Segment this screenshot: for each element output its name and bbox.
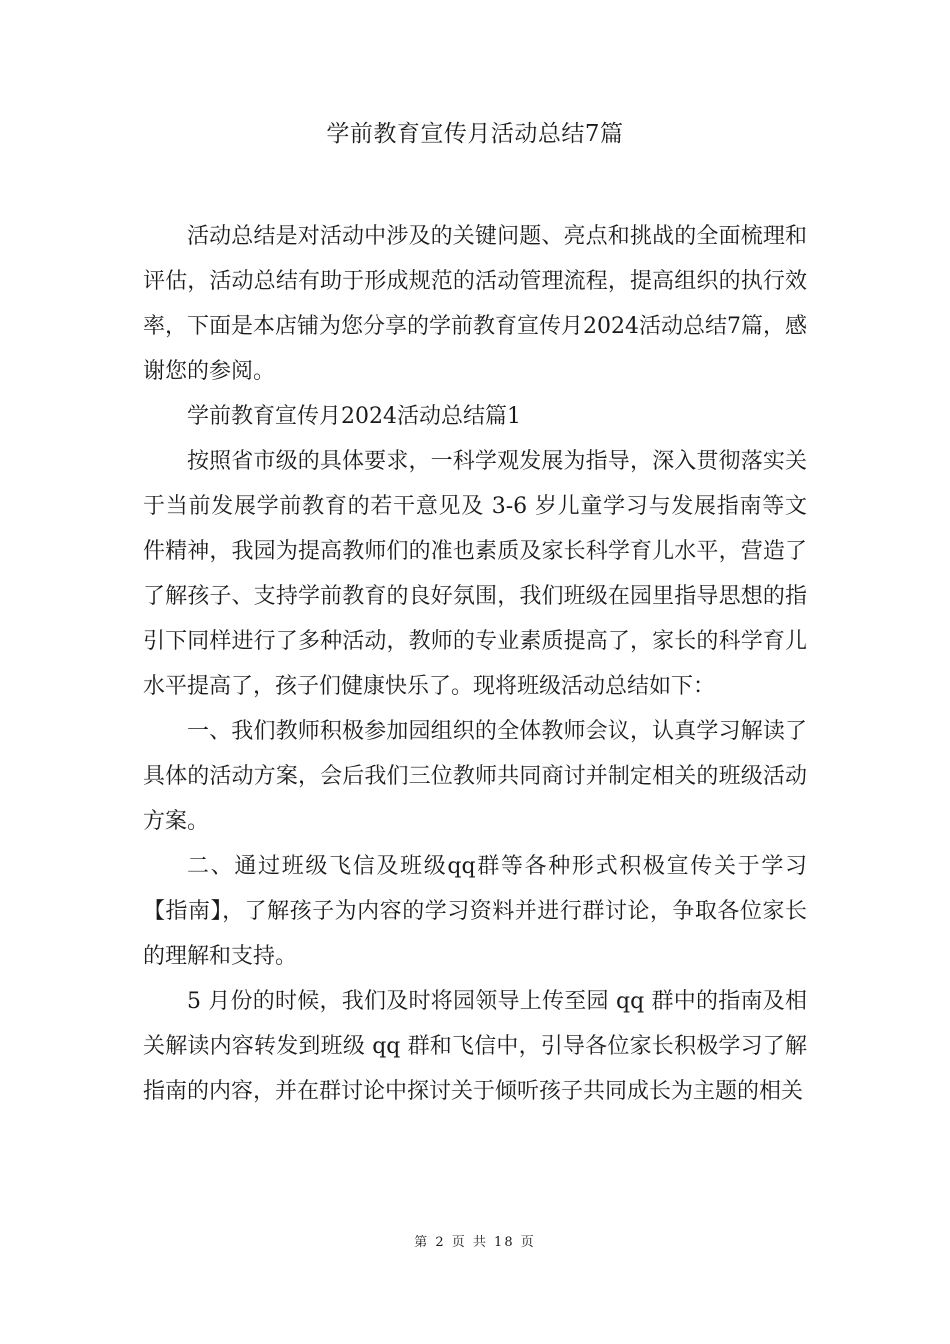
paragraph: 5 月份的时候，我们及时将园领导上传至园 qq 群中的指南及相关解读内容转发到班级 qq 群和飞信中，引导各位家长积极学习了解指南的内容，并在群讨论中探讨关于倾听孩子共同成长为主题的相关: [143, 989, 807, 1104]
page-number-footer: 第 2 页 共 18 页: [414, 1235, 536, 1250]
paragraph: 一、我们教师积极参加园组织的全体教师会议，认真学习解读了具体的活动方案，会后我们三位教师共同商讨并制定相关的班级活动方案。: [143, 719, 807, 834]
paragraph-intro: 活动总结是对活动中涉及的关键问题、亮点和挑战的全面梳理和评估，活动总结有助于形成规范的活动管理流程，提高组织的执行效率，下面是本店铺为您分享的学前教育宣传月2024活动总结7篇，感谢您的参阅。: [143, 224, 807, 384]
document-body: [143, 214, 807, 1114]
paragraph: 按照省市级的具体要求，一科学观发展为指导，深入贯彻落实关于当前发展学前教育的若干意见及 3-6 岁儿童学习与发展指南等文件精神，我园为提高教师们的准也素质及家长科学育儿水平，营造了了解孩子、支持学前教育的良好氛围，我们班级在园里指导思想的指引下同样进行了多种活动，教师的专业素质提高了，家长的科学育儿水平提高了，孩子们健康快乐了。现将班级活动总结如下：: [143, 449, 807, 699]
paragraph: 二、通过班级飞信及班级qq群等各种形式积极宣传关于学习【指南】，了解孩子为内容的学习资料并进行群讨论，争取各位家长的理解和支持。: [143, 854, 807, 969]
document-title: 学前教育宣传月活动总结7篇: [326, 121, 624, 147]
section-heading: 学前教育宣传月2024活动总结篇1: [187, 404, 521, 429]
